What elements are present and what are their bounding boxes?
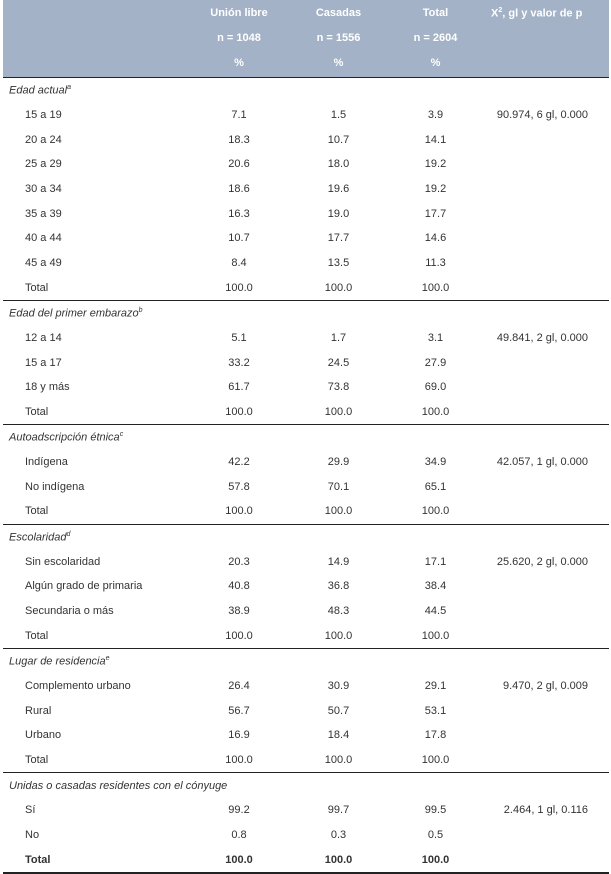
row-label: Complemento urbano [25, 680, 131, 693]
cell-union-libre: 100.0 [225, 754, 253, 767]
cell-union-libre: 8.4 [231, 256, 247, 269]
header-blank [3, 0, 189, 26]
cell-casadas: 13.5 [327, 256, 350, 269]
cell-total: 100.0 [421, 754, 450, 767]
cell-casadas: 24.5 [327, 356, 350, 369]
section-title-text: Edad del primer embarazo [9, 307, 139, 320]
cell-union-libre: 38.9 [228, 605, 250, 618]
cell-union-libre: 16.3 [228, 207, 250, 220]
cell-casadas: 1.7 [330, 331, 347, 344]
table-row [3, 177, 609, 202]
cell-total: 19.2 [424, 182, 447, 195]
cell-total: 99.5 [424, 804, 447, 817]
table-row [3, 599, 609, 624]
cell-total: 27.9 [424, 356, 447, 369]
cell-chi-square [483, 748, 609, 773]
table-row [3, 475, 609, 500]
table-row [3, 103, 609, 128]
table-row [3, 152, 609, 177]
cell-casadas: 70.1 [327, 480, 350, 493]
table-row [3, 201, 609, 226]
cell-union-libre: 5.1 [231, 331, 247, 344]
cell-casadas: 14.9 [327, 555, 350, 568]
row-label: 35 a 39 [25, 207, 62, 220]
cell-casadas: 50.7 [327, 704, 350, 717]
cell-chi-square [483, 251, 609, 276]
header-n-casadas: n = 1556 [289, 26, 388, 50]
row-label: Total [3, 847, 189, 873]
cell-casadas: 1.5 [330, 108, 347, 121]
cell-union-libre: 42.2 [228, 456, 250, 469]
header-n-union-libre: n = 1048 [189, 26, 289, 50]
header-unit-casadas: % [289, 50, 388, 75]
cell-total: 100.0 [388, 847, 483, 873]
cell-casadas: 100.0 [324, 629, 353, 642]
table-row [3, 375, 609, 400]
cell-total: 3.1 [427, 331, 444, 344]
cell-total: 69.0 [424, 381, 447, 394]
section-footnote-mark: c [119, 431, 124, 439]
cell-casadas: 100.0 [289, 847, 388, 873]
table-row [3, 275, 609, 300]
cell-casadas: 100.0 [324, 505, 353, 518]
cell-casadas: 48.3 [327, 605, 350, 618]
cell-chi-square [483, 177, 609, 202]
row-label: 25 a 29 [25, 158, 62, 171]
cell-total: 17.7 [424, 207, 447, 220]
cell-casadas: 18.4 [327, 729, 350, 742]
cell-total: 3.9 [427, 108, 444, 121]
row-label: 18 y más [25, 381, 70, 394]
cell-chi-square: 9.470, 2 gl, 0.009 [502, 680, 588, 693]
cell-union-libre: 18.3 [228, 133, 250, 146]
section-title [3, 773, 609, 798]
cell-union-libre: 33.2 [228, 356, 250, 369]
cell-casadas: 73.8 [327, 381, 350, 394]
cell-total: 29.1 [424, 680, 447, 693]
cell-chi-square [483, 574, 609, 599]
cell-total: 100.0 [421, 281, 450, 294]
section-header-row [3, 649, 609, 674]
row-label: 15 a 19 [25, 108, 62, 121]
cell-casadas: 18.0 [327, 158, 350, 171]
section-title-text: Autoadscripción étnica [9, 431, 120, 444]
table-row [3, 723, 609, 748]
table-row [3, 798, 609, 823]
table-row [3, 823, 609, 848]
section-footnote-mark: e [105, 655, 110, 663]
cell-total: 19.2 [424, 158, 447, 171]
cell-chi-square: 49.841, 2 gl, 0.000 [496, 331, 588, 344]
cell-chi-square [483, 723, 609, 748]
table-row [3, 698, 609, 723]
cell-total: 14.6 [424, 232, 447, 245]
cell-chi-square [483, 350, 609, 375]
cell-chi-square: 42.057, 1 gl, 0.000 [496, 456, 588, 469]
cell-chi-square [483, 623, 609, 648]
table-row [3, 450, 609, 475]
row-label: Total [25, 281, 49, 294]
cell-chi-square [483, 599, 609, 624]
cell-casadas: 99.7 [327, 804, 350, 817]
cell-union-libre: 16.9 [228, 729, 250, 742]
section-title [3, 78, 609, 103]
header-blank [3, 26, 189, 50]
cell-union-libre: 100.0 [225, 281, 253, 294]
cell-union-libre: 100.0 [225, 505, 253, 518]
cell-total: 11.3 [425, 256, 446, 269]
cell-chi-square [483, 275, 609, 300]
cell-total: 100.0 [421, 405, 450, 418]
table-header [3, 0, 609, 78]
table-row [3, 847, 609, 873]
cell-union-libre: 0.8 [231, 829, 247, 842]
header-stat-sup: 2 [498, 6, 503, 14]
cell-union-libre: 100.0 [225, 405, 253, 418]
row-label: 20 a 24 [25, 133, 62, 146]
row-label: Total [25, 754, 49, 767]
table-row [3, 623, 609, 648]
cell-total: 44.5 [424, 605, 447, 618]
row-label: Total [25, 505, 49, 518]
cell-casadas: 100.0 [324, 754, 353, 767]
header-col-total: Total [388, 0, 483, 26]
row-label: No [25, 829, 40, 842]
cell-casadas: 19.6 [327, 182, 350, 195]
row-label: Indígena [25, 456, 68, 469]
header-n-total: n = 2604 [388, 26, 483, 50]
cell-chi-square [483, 400, 609, 425]
cell-union-libre: 7.1 [231, 108, 247, 121]
cell-union-libre: 100.0 [189, 847, 289, 873]
row-label: 15 a 17 [25, 356, 62, 369]
cell-casadas: 17.7 [327, 232, 350, 245]
cell-casadas: 30.9 [327, 680, 350, 693]
section-header-row [3, 524, 609, 549]
cell-union-libre: 100.0 [225, 629, 253, 642]
header-blank [3, 50, 189, 75]
cell-chi-square [483, 201, 609, 226]
cell-casadas: 100.0 [324, 281, 353, 294]
cell-chi-square: 90.974, 6 gl, 0.000 [496, 108, 588, 121]
cell-casadas: 36.8 [327, 580, 350, 593]
section-header-row [3, 300, 609, 325]
section-footnote-mark: d [66, 530, 71, 538]
section-title [3, 300, 609, 325]
cell-union-libre: 40.8 [228, 580, 250, 593]
table-row [3, 674, 609, 699]
row-label: Urbano [25, 729, 62, 742]
section-header-row [3, 425, 609, 450]
cell-chi-square [483, 152, 609, 177]
header-unit-total: % [388, 50, 483, 75]
cell-chi-square [483, 375, 609, 400]
cell-chi-square [483, 127, 609, 152]
cell-chi-square [483, 698, 609, 723]
row-label: 40 a 44 [25, 232, 62, 245]
header-stat-rest: , gl y valor de p [502, 7, 583, 20]
header-col-union-libre: Unión libre [189, 0, 289, 26]
cell-casadas: 0.3 [330, 829, 347, 842]
header-col-casadas: Casadas [289, 0, 388, 26]
table-row [3, 226, 609, 251]
header-stat-x: X [491, 7, 499, 20]
cell-total: 34.9 [424, 456, 447, 469]
data-table-container [3, 0, 609, 874]
row-label: 45 a 49 [25, 256, 62, 269]
cell-total: 14.1 [424, 133, 447, 146]
cell-casadas: 29.9 [327, 456, 350, 469]
row-label: Sí [25, 804, 36, 817]
header-blank [483, 26, 609, 50]
cell-total: 100.0 [421, 629, 450, 642]
cell-union-libre: 26.4 [228, 680, 250, 693]
table-row [3, 251, 609, 276]
table-row [3, 748, 609, 773]
cell-chi-square: 2.464, 1 gl, 0.116 [503, 804, 588, 817]
cell-chi-square: 25.620, 2 gl, 0.000 [496, 555, 588, 568]
cell-union-libre: 57.8 [228, 480, 250, 493]
table-row [3, 326, 609, 351]
row-label: Rural [25, 704, 52, 717]
cell-total: 17.8 [424, 729, 447, 742]
cell-union-libre: 18.6 [228, 182, 250, 195]
row-label: Algún grado de primaria [25, 580, 143, 593]
section-title-text: Unidas o casadas residentes con el cónyuge [9, 779, 228, 792]
section-title-text: Lugar de residencia [9, 655, 106, 668]
cell-union-libre: 20.3 [228, 555, 250, 568]
table-row [3, 574, 609, 599]
cell-chi-square [483, 226, 609, 251]
table-body [3, 78, 609, 874]
cell-chi-square [483, 499, 609, 524]
cell-chi-square [483, 823, 609, 848]
cell-total: 0.5 [427, 829, 444, 842]
section-title-text: Edad actual [9, 84, 68, 97]
cell-union-libre: 99.2 [228, 804, 250, 817]
cell-chi-square [483, 847, 609, 873]
section-footnote-mark: a [67, 84, 72, 91]
section-title [3, 649, 609, 674]
section-title [3, 425, 609, 450]
table-row [3, 350, 609, 375]
cell-total: 38.4 [424, 580, 447, 593]
section-header-row [3, 78, 609, 103]
row-label: 30 a 34 [25, 182, 62, 195]
cell-total: 65.1 [424, 480, 447, 493]
table-row [3, 127, 609, 152]
row-label: Sin escolaridad [25, 555, 101, 568]
header-blank [483, 50, 609, 75]
cell-union-libre: 20.6 [228, 158, 250, 171]
row-label: 12 a 14 [25, 331, 62, 344]
table-row [3, 549, 609, 574]
table-row [3, 499, 609, 524]
section-title-text: Escolaridad [9, 531, 67, 544]
cell-casadas: 100.0 [324, 405, 353, 418]
cell-chi-square [483, 475, 609, 500]
section-footnote-mark: b [138, 306, 143, 314]
cell-union-libre: 56.7 [228, 704, 250, 717]
cell-union-libre: 10.7 [228, 232, 250, 245]
cell-union-libre: 61.7 [228, 381, 250, 394]
section-title [3, 524, 609, 549]
row-label: Total [25, 405, 49, 418]
section-header-row [3, 773, 609, 798]
table-row [3, 400, 609, 425]
cell-total: 17.1 [424, 555, 447, 568]
cell-total: 100.0 [421, 505, 450, 518]
row-label: Secundaria o más [25, 605, 114, 618]
row-label: No indígena [25, 480, 85, 493]
cell-casadas: 10.7 [327, 133, 350, 146]
row-label: Total [25, 629, 49, 642]
header-stat [483, 0, 609, 26]
cell-total: 53.1 [424, 704, 447, 717]
cell-casadas: 19.0 [327, 207, 350, 220]
comparison-table [3, 0, 609, 874]
header-unit-union-libre: % [189, 50, 289, 75]
